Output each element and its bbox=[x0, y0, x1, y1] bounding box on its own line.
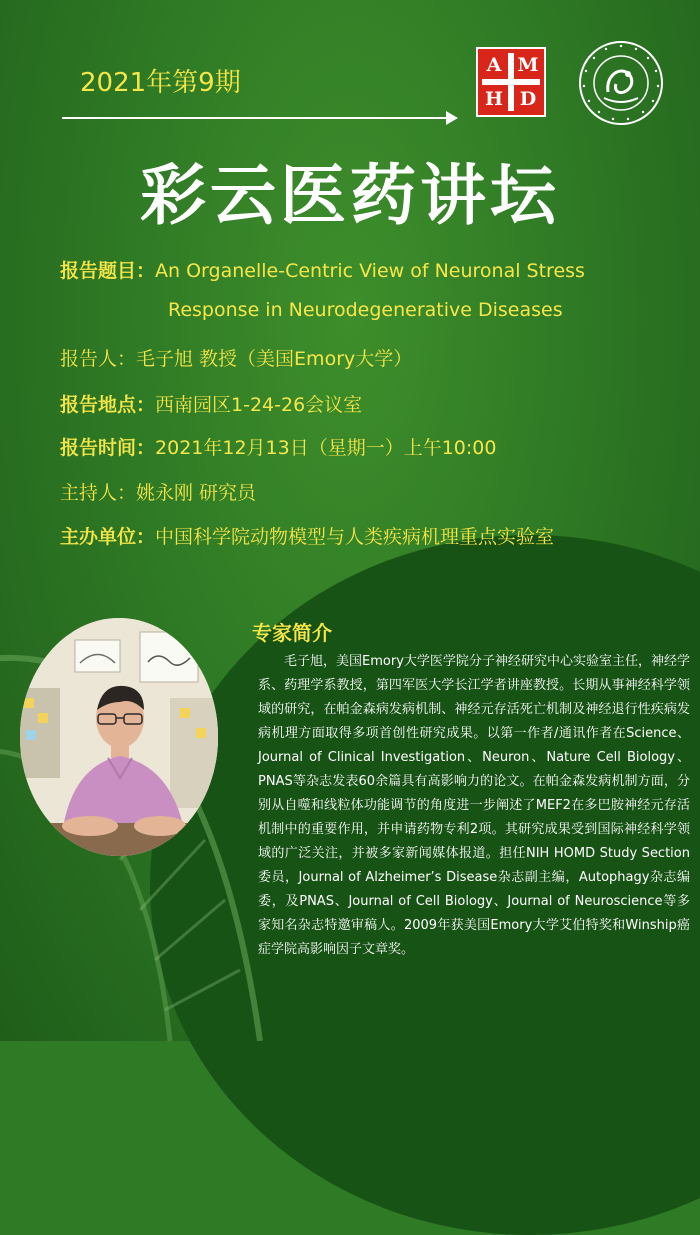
speaker-photo bbox=[20, 618, 218, 856]
amhd-logo bbox=[476, 47, 546, 117]
organizer-label: 主办单位： bbox=[60, 526, 156, 548]
host-row bbox=[60, 478, 256, 505]
organizer-row bbox=[60, 522, 554, 549]
logo-letter-a: A bbox=[486, 54, 502, 76]
topic-row bbox=[60, 256, 585, 283]
speaker-photo-illustration bbox=[20, 618, 218, 856]
logo-letter-h: H bbox=[485, 88, 503, 110]
page-title: 彩云医药讲坛 bbox=[140, 156, 560, 234]
logo-letter-d: D bbox=[519, 88, 537, 110]
location-value: 西南园区1-24-26会议室 bbox=[155, 394, 363, 416]
time-value: 2021年12月13日（星期一）上午10:00 bbox=[155, 437, 497, 459]
host-value: 姚永刚 研究员 bbox=[136, 482, 257, 504]
bio-text bbox=[258, 650, 690, 962]
bio-paragraph: 毛子旭，美国Emory大学医学院分子神经研究中心实验室主任，神经学系、药理学系教授，第四军医大学长江学者讲座教授。长期从事神经科学领域的研究，在帕金森病发病机制、神经元存活死亡机制及神经退行性疾病发病机理方面取得多项首创性研究成果。以第一作者/通讯作者在Science、Journal of Clinical Investigation、Neuron、Nature Cell Biology、PNAS等杂志发表60余篇具有高影响力的论文。在帕金森发病机制方面，分别从自噬和线粒体功能调节的角度进一步阐述了MEF2在多巴胺神经元存活机制中的重要作用，并申请药物专利2项。其研究成果受到国际神经科学领域的广泛关注，并被多家新闻媒体报道。担任NIH HOMD Study Section 委员，Journal of Alzheimer’s Disease杂志副主编，Autophagy杂志编委，及PNAS、Journal of Cell Biology、Journal of Neuroscience等多家知名杂志特邀审稿人。2009年获美国Emory大学艾伯特奖和Winship癌症学院高影响因子文章奖。 bbox=[258, 654, 690, 957]
logo-letter-m: M bbox=[517, 54, 539, 76]
host-label: 主持人： bbox=[60, 482, 137, 504]
topic-row-continued bbox=[168, 299, 563, 321]
organizer-value: 中国科学院动物模型与人类疾病机理重点实验室 bbox=[155, 526, 555, 548]
topic-label: 报告题目： bbox=[60, 260, 156, 282]
issue-label: 2021年第9期 bbox=[80, 68, 241, 98]
topic-value-line1: An Organelle-Centric View of Neuronal Stress bbox=[155, 260, 585, 282]
bio-heading: 专家简介 bbox=[252, 621, 332, 645]
time-label: 报告时间： bbox=[60, 437, 156, 459]
arrow-line bbox=[62, 117, 450, 119]
speaker-row bbox=[60, 344, 412, 371]
topic-value-line2: Response in Neurodegenerative Diseases bbox=[168, 299, 563, 321]
institute-seal-logo bbox=[578, 40, 664, 126]
logo-cross-horizontal bbox=[482, 79, 540, 85]
location-row bbox=[60, 390, 362, 417]
speaker-value: 毛子旭 教授（美国Emory大学） bbox=[136, 348, 413, 370]
time-row bbox=[60, 433, 496, 460]
speaker-label: 报告人： bbox=[60, 348, 137, 370]
location-label: 报告地点： bbox=[60, 394, 156, 416]
arrow-right-icon bbox=[446, 111, 458, 125]
